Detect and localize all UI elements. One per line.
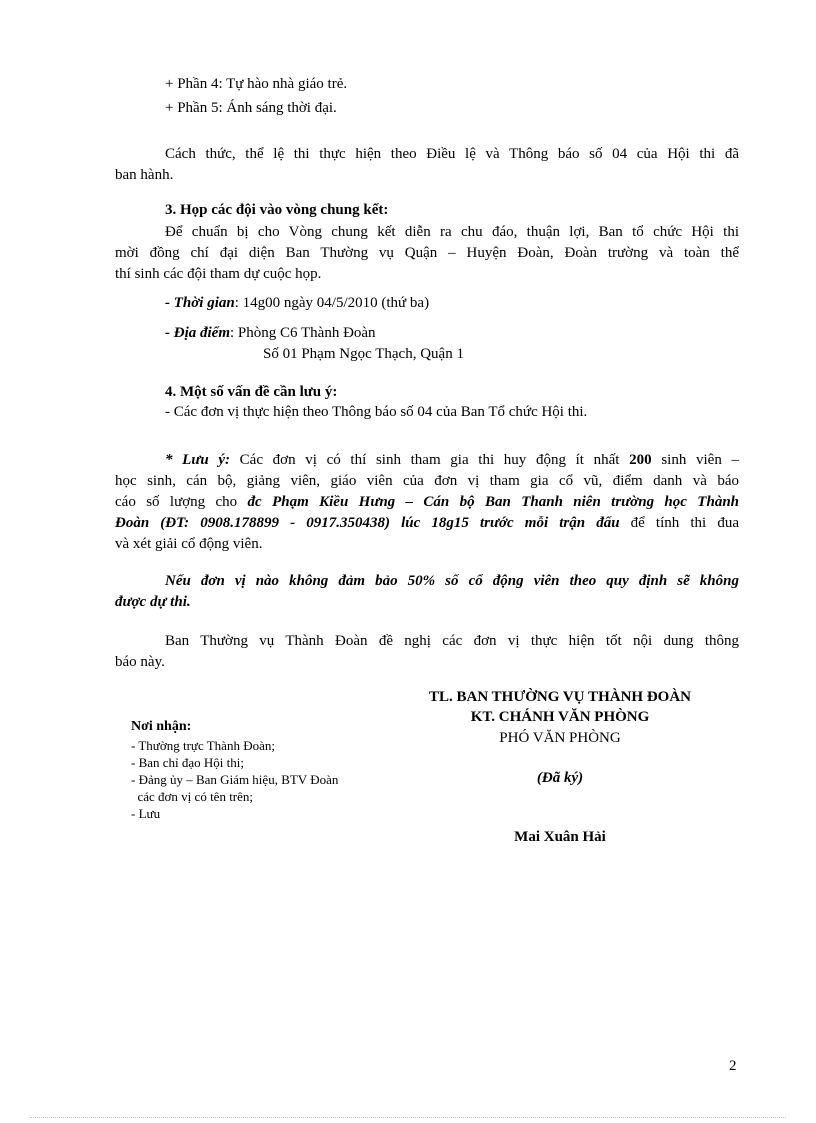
section-3-heading: 3. Họp các đội vào vòng chung kết: (165, 202, 389, 218)
signature-org: TL. BAN THƯỜNG VỤ THÀNH ĐOÀN (429, 689, 691, 705)
list-item-part4: + Phần 4: Tự hào nhà giáo trẻ. (165, 76, 348, 92)
signature-title: KT. CHÁNH VĂN PHÒNG (470, 709, 650, 725)
meeting-place (165, 325, 376, 342)
recipients-title: Nơi nhận: (131, 719, 192, 734)
closing-line-1: Ban Thường vụ Thành Đoàn đề nghị các đơn vị thực hiện tốt nội dung thông (165, 633, 739, 649)
note-contact-1: đc Phạm Kiều Hưng – Cán bộ Ban Thanh niên trường học Thành (247, 494, 740, 510)
signer-name: Mai Xuân Hải (514, 829, 606, 845)
note-line-3 (115, 491, 739, 513)
section-3-line-3: thí sinh các đội tham dự cuộc họp. (115, 266, 322, 282)
recipient-item: - Thường trực Thành Đoàn; (131, 738, 275, 753)
note-text-1: Các đơn vị có thí sinh tham gia thi huy động ít nhất (230, 452, 630, 468)
warning-line-1: Nếu đơn vị nào không đảm bảo 50% số cổ động viên theo quy định sẽ không (165, 573, 739, 589)
meeting-place-label: - Địa điểm (165, 325, 230, 341)
meeting-time (165, 295, 429, 312)
note-text-4: để tính thi đua (619, 515, 739, 531)
note-text-1-end: sinh viên – (651, 452, 739, 468)
method-line-1: Cách thức, thể lệ thi thực hiện theo Điều lệ và Thông báo số 04 của Hội thi đã (165, 146, 739, 162)
signature-subtitle: PHÓ VĂN PHÒNG (499, 730, 621, 746)
section-3-line-1: Để chuẩn bị cho Vòng chung kết diễn ra chu đáo, thuận lợi, Ban tổ chức Hội thi (165, 224, 739, 240)
method-line-2: ban hành. (115, 167, 174, 183)
list-item-part5: + Phần 5: Ánh sáng thời đại. (165, 100, 337, 116)
warning-line-2: được dự thi. (115, 594, 191, 610)
note-number: 200 (629, 452, 652, 468)
note-line-1 (115, 449, 739, 471)
note-line-4 (115, 512, 739, 534)
recipient-item: - Đảng ủy – Ban Giám hiệu, BTV Đoàn (131, 772, 339, 787)
meeting-place-value: : Phòng C6 Thành Đoàn (230, 325, 376, 341)
page-number: 2 (729, 1058, 737, 1074)
closing-line-2: báo này. (115, 654, 165, 670)
section-3-line-2: mời đồng chí đại diện Ban Thường vụ Quận – Huyện Đoàn, Đoàn trường và toàn thể (115, 245, 739, 261)
recipient-item: - Ban chỉ đạo Hội thi; (131, 755, 245, 770)
section-4-line-1: - Các đơn vị thực hiện theo Thông báo số 04 của Ban Tổ chức Hội thi. (165, 404, 588, 420)
recipient-item: các đơn vị có tên trên; (131, 789, 254, 804)
meeting-time-label: - Thời gian (165, 295, 235, 311)
note-line-2: học sinh, cán bộ, giảng viên, giáo viên của đơn vị tham gia cổ vũ, điểm danh và báo (115, 473, 739, 489)
note-text-3: cáo số lượng cho (115, 494, 248, 510)
page-bottom-divider (30, 1117, 786, 1118)
signature-signed: (Đã ký) (536, 770, 584, 786)
note-line-5: và xét giải cổ động viên. (115, 536, 263, 552)
meeting-time-value: : 14g00 ngày 04/5/2010 (thứ ba) (234, 295, 430, 311)
note-label: * Lưu ý: (165, 452, 230, 468)
recipient-item: - Lưu (131, 806, 161, 821)
meeting-place-address: Số 01 Phạm Ngọc Thạch, Quận 1 (263, 346, 464, 362)
note-contact-2: Đoàn (ĐT: 0908.178899 - 0917.350438) lúc 18g15 trước mỗi trận đấu (115, 515, 620, 531)
section-4-heading: 4. Một số vấn đề cần lưu ý: (165, 384, 338, 400)
